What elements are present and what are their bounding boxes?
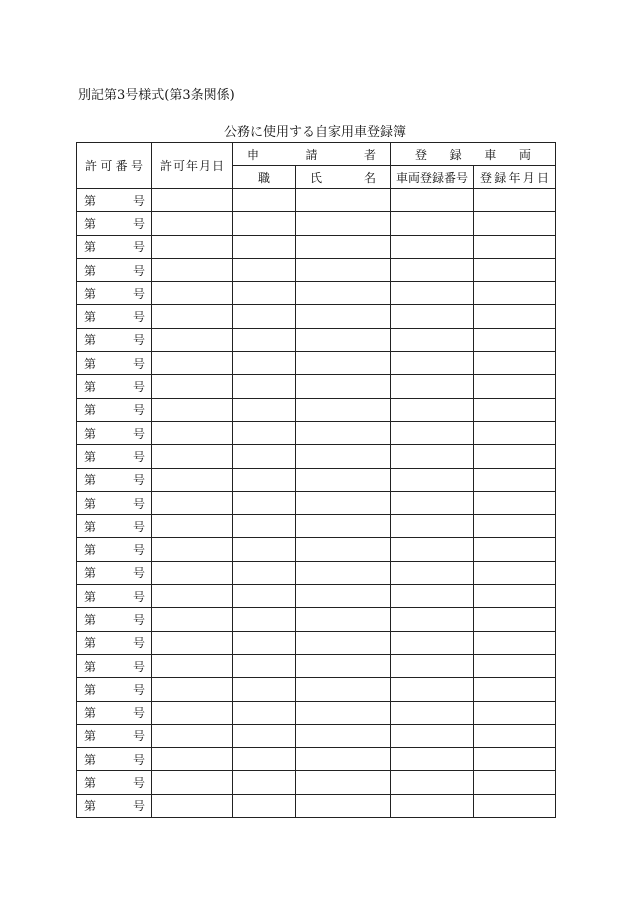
permit-date-cell[interactable] xyxy=(152,445,233,468)
permit-date-cell[interactable] xyxy=(152,515,233,538)
position-cell[interactable] xyxy=(233,421,296,444)
position-cell[interactable] xyxy=(233,654,296,677)
row-suffix: 号 xyxy=(132,729,145,744)
registration-number-cell[interactable] xyxy=(391,561,474,584)
table-row xyxy=(77,608,556,631)
name-cell[interactable] xyxy=(296,468,391,491)
permit-date-cell[interactable] xyxy=(152,189,233,212)
position-cell[interactable] xyxy=(233,771,296,794)
registration-date-cell[interactable] xyxy=(474,468,556,491)
registration-number-cell[interactable] xyxy=(391,375,474,398)
table-row xyxy=(77,445,556,468)
position-cell[interactable] xyxy=(233,724,296,747)
table-row xyxy=(77,678,556,701)
row-suffix: 号 xyxy=(132,449,145,464)
row-prefix: 第 xyxy=(84,473,97,488)
registration-date-cell[interactable] xyxy=(474,585,556,608)
registration-number-cell[interactable] xyxy=(391,328,474,351)
position-cell[interactable] xyxy=(233,585,296,608)
position-cell[interactable] xyxy=(233,678,296,701)
header-position: 職 xyxy=(233,166,296,189)
row-prefix: 第 xyxy=(84,496,97,511)
header-registered-vehicle: 登 録 車 両 xyxy=(391,143,556,166)
row-prefix: 第 xyxy=(84,263,97,278)
position-cell[interactable] xyxy=(233,748,296,771)
row-prefix: 第 xyxy=(84,682,97,697)
registration-number-cell[interactable] xyxy=(391,421,474,444)
position-cell[interactable] xyxy=(233,538,296,561)
registration-date-cell[interactable] xyxy=(474,421,556,444)
document-title: 公務に使用する自家用車登録簿 xyxy=(223,125,406,140)
permit-date-cell[interactable] xyxy=(152,258,233,281)
name-cell[interactable] xyxy=(296,352,391,375)
position-cell[interactable] xyxy=(233,631,296,654)
row-prefix: 第 xyxy=(84,636,97,651)
ledger-body xyxy=(77,189,556,818)
registration-date-cell[interactable] xyxy=(474,724,556,747)
row-prefix: 第 xyxy=(84,356,97,371)
row-prefix: 第 xyxy=(84,519,97,534)
table-row xyxy=(77,491,556,514)
permit-number-cell[interactable] xyxy=(77,608,152,631)
row-suffix: 号 xyxy=(132,310,145,325)
name-cell[interactable] xyxy=(296,515,391,538)
name-cell[interactable] xyxy=(296,678,391,701)
permit-date-cell[interactable] xyxy=(152,748,233,771)
registration-date-cell[interactable] xyxy=(474,771,556,794)
permit-number-cell[interactable] xyxy=(77,631,152,654)
row-suffix: 号 xyxy=(132,216,145,231)
name-cell[interactable] xyxy=(296,398,391,421)
registration-number-cell[interactable] xyxy=(391,631,474,654)
row-prefix: 第 xyxy=(84,310,97,325)
permit-date-cell[interactable] xyxy=(152,235,233,258)
name-cell[interactable] xyxy=(296,189,391,212)
position-cell[interactable] xyxy=(233,445,296,468)
registration-number-cell[interactable] xyxy=(391,235,474,258)
name-cell[interactable] xyxy=(296,445,391,468)
permit-date-cell[interactable] xyxy=(152,352,233,375)
permit-number-cell[interactable] xyxy=(77,678,152,701)
name-cell[interactable] xyxy=(296,561,391,584)
registration-number-cell[interactable] xyxy=(391,189,474,212)
row-suffix: 号 xyxy=(132,193,145,208)
permit-number-cell[interactable] xyxy=(77,724,152,747)
row-suffix: 号 xyxy=(132,799,145,814)
name-cell[interactable] xyxy=(296,701,391,724)
row-suffix: 号 xyxy=(132,776,145,791)
registration-date-cell[interactable] xyxy=(474,631,556,654)
registration-date-cell[interactable] xyxy=(474,282,556,305)
registration-date-cell[interactable] xyxy=(474,398,556,421)
registration-date-cell[interactable] xyxy=(474,212,556,235)
position-cell[interactable] xyxy=(233,701,296,724)
permit-number-cell[interactable] xyxy=(77,561,152,584)
row-prefix: 第 xyxy=(84,333,97,348)
position-cell[interactable] xyxy=(233,608,296,631)
table-row xyxy=(77,282,556,305)
row-prefix: 第 xyxy=(84,426,97,441)
registration-number-cell[interactable] xyxy=(391,468,474,491)
permit-date-cell[interactable] xyxy=(152,678,233,701)
registration-date-cell[interactable] xyxy=(474,352,556,375)
table-row xyxy=(77,468,556,491)
name-cell[interactable] xyxy=(296,794,391,817)
registration-date-cell[interactable] xyxy=(474,491,556,514)
registration-number-cell[interactable] xyxy=(391,654,474,677)
header-registration-date: 登 録 年 月 日 xyxy=(474,166,556,189)
table-row xyxy=(77,538,556,561)
registration-date-cell[interactable] xyxy=(474,678,556,701)
table-row xyxy=(77,724,556,747)
permit-date-cell[interactable] xyxy=(152,212,233,235)
registration-ledger-table xyxy=(76,142,556,818)
row-prefix: 第 xyxy=(84,240,97,255)
permit-date-cell[interactable] xyxy=(152,468,233,491)
permit-date-cell[interactable] xyxy=(152,398,233,421)
registration-date-cell[interactable] xyxy=(474,794,556,817)
permit-number-cell[interactable] xyxy=(77,654,152,677)
registration-date-cell[interactable] xyxy=(474,258,556,281)
permit-date-cell[interactable] xyxy=(152,328,233,351)
permit-number-cell[interactable] xyxy=(77,258,152,281)
row-suffix: 号 xyxy=(132,333,145,348)
position-cell[interactable] xyxy=(233,398,296,421)
name-cell[interactable] xyxy=(296,375,391,398)
row-suffix: 号 xyxy=(132,682,145,697)
permit-number-cell[interactable] xyxy=(77,328,152,351)
header-applicant: 申 請 者 xyxy=(233,143,391,166)
name-cell[interactable] xyxy=(296,538,391,561)
position-cell[interactable] xyxy=(233,235,296,258)
name-cell[interactable] xyxy=(296,421,391,444)
registration-date-cell[interactable] xyxy=(474,328,556,351)
row-suffix: 号 xyxy=(132,752,145,767)
name-cell[interactable] xyxy=(296,235,391,258)
name-cell[interactable] xyxy=(296,585,391,608)
registration-number-cell[interactable] xyxy=(391,398,474,421)
table-row xyxy=(77,421,556,444)
permit-date-cell[interactable] xyxy=(152,794,233,817)
registration-date-cell[interactable] xyxy=(474,515,556,538)
row-suffix: 号 xyxy=(132,636,145,651)
registration-number-cell[interactable] xyxy=(391,608,474,631)
permit-number-cell[interactable] xyxy=(77,212,152,235)
name-cell[interactable] xyxy=(296,631,391,654)
permit-date-cell[interactable] xyxy=(152,771,233,794)
row-suffix: 号 xyxy=(132,589,145,604)
table-row xyxy=(77,305,556,328)
permit-date-cell[interactable] xyxy=(152,701,233,724)
position-cell[interactable] xyxy=(233,189,296,212)
table-row xyxy=(77,654,556,677)
name-cell[interactable] xyxy=(296,491,391,514)
permit-date-cell[interactable] xyxy=(152,561,233,584)
form-note: 別記第3号様式(第3条関係) xyxy=(78,88,235,103)
header-registration-number: 車両登録番号 xyxy=(391,166,474,189)
row-suffix: 号 xyxy=(132,566,145,581)
table-row xyxy=(77,375,556,398)
row-prefix: 第 xyxy=(84,403,97,418)
permit-number-cell[interactable] xyxy=(77,491,152,514)
row-suffix: 号 xyxy=(132,473,145,488)
row-prefix: 第 xyxy=(84,449,97,464)
permit-number-cell[interactable] xyxy=(77,305,152,328)
row-suffix: 号 xyxy=(132,403,145,418)
registration-number-cell[interactable] xyxy=(391,258,474,281)
row-prefix: 第 xyxy=(84,193,97,208)
row-suffix: 号 xyxy=(132,496,145,511)
row-suffix: 号 xyxy=(132,706,145,721)
registration-number-cell[interactable] xyxy=(391,771,474,794)
row-prefix: 第 xyxy=(84,729,97,744)
position-cell[interactable] xyxy=(233,258,296,281)
registration-number-cell[interactable] xyxy=(391,748,474,771)
row-suffix: 号 xyxy=(132,263,145,278)
table-row xyxy=(77,212,556,235)
row-suffix: 号 xyxy=(132,286,145,301)
name-cell[interactable] xyxy=(296,212,391,235)
row-suffix: 号 xyxy=(132,519,145,534)
row-prefix: 第 xyxy=(84,380,97,395)
registration-number-cell[interactable] xyxy=(391,794,474,817)
registration-number-cell[interactable] xyxy=(391,585,474,608)
permit-number-cell[interactable] xyxy=(77,701,152,724)
permit-date-cell[interactable] xyxy=(152,375,233,398)
row-suffix: 号 xyxy=(132,659,145,674)
permit-number-cell[interactable] xyxy=(77,189,152,212)
registration-date-cell[interactable] xyxy=(474,189,556,212)
row-prefix: 第 xyxy=(84,286,97,301)
row-prefix: 第 xyxy=(84,659,97,674)
permit-number-cell[interactable] xyxy=(77,282,152,305)
position-cell[interactable] xyxy=(233,515,296,538)
registration-date-cell[interactable] xyxy=(474,445,556,468)
row-prefix: 第 xyxy=(84,612,97,627)
permit-date-cell[interactable] xyxy=(152,654,233,677)
table-row xyxy=(77,258,556,281)
table-row xyxy=(77,561,556,584)
table-row xyxy=(77,352,556,375)
registration-date-cell[interactable] xyxy=(474,305,556,328)
position-cell[interactable] xyxy=(233,282,296,305)
position-cell[interactable] xyxy=(233,491,296,514)
registration-number-cell[interactable] xyxy=(391,724,474,747)
permit-number-cell[interactable] xyxy=(77,235,152,258)
name-cell[interactable] xyxy=(296,282,391,305)
row-suffix: 号 xyxy=(132,380,145,395)
registration-date-cell[interactable] xyxy=(474,538,556,561)
table-row xyxy=(77,515,556,538)
permit-number-cell[interactable] xyxy=(77,515,152,538)
name-cell[interactable] xyxy=(296,771,391,794)
table-row xyxy=(77,794,556,817)
permit-date-cell[interactable] xyxy=(152,421,233,444)
permit-number-cell[interactable] xyxy=(77,375,152,398)
permit-number-cell[interactable] xyxy=(77,445,152,468)
permit-number-cell[interactable] xyxy=(77,421,152,444)
row-prefix: 第 xyxy=(84,566,97,581)
position-cell[interactable] xyxy=(233,468,296,491)
position-cell[interactable] xyxy=(233,561,296,584)
name-cell[interactable] xyxy=(296,258,391,281)
header-permit-date: 許 可 年 月 日 xyxy=(152,143,233,189)
registration-number-cell[interactable] xyxy=(391,678,474,701)
registration-date-cell[interactable] xyxy=(474,235,556,258)
registration-date-cell[interactable] xyxy=(474,701,556,724)
table-row xyxy=(77,189,556,212)
permit-date-cell[interactable] xyxy=(152,491,233,514)
permit-date-cell[interactable] xyxy=(152,585,233,608)
permit-number-cell[interactable] xyxy=(77,352,152,375)
name-cell[interactable] xyxy=(296,328,391,351)
registration-date-cell[interactable] xyxy=(474,561,556,584)
permit-number-cell[interactable] xyxy=(77,585,152,608)
permit-number-cell[interactable] xyxy=(77,538,152,561)
row-suffix: 号 xyxy=(132,426,145,441)
permit-date-cell[interactable] xyxy=(152,282,233,305)
permit-number-cell[interactable] xyxy=(77,468,152,491)
row-prefix: 第 xyxy=(84,706,97,721)
row-suffix: 号 xyxy=(132,356,145,371)
position-cell[interactable] xyxy=(233,794,296,817)
row-suffix: 号 xyxy=(132,612,145,627)
row-suffix: 号 xyxy=(132,543,145,558)
table-row xyxy=(77,585,556,608)
registration-number-cell[interactable] xyxy=(391,491,474,514)
table-row xyxy=(77,398,556,421)
table-row xyxy=(77,748,556,771)
position-cell[interactable] xyxy=(233,375,296,398)
position-cell[interactable] xyxy=(233,212,296,235)
permit-number-cell[interactable] xyxy=(77,771,152,794)
registration-number-cell[interactable] xyxy=(391,305,474,328)
row-prefix: 第 xyxy=(84,543,97,558)
name-cell[interactable] xyxy=(296,608,391,631)
registration-date-cell[interactable] xyxy=(474,375,556,398)
permit-date-cell[interactable] xyxy=(152,608,233,631)
name-cell[interactable] xyxy=(296,654,391,677)
name-cell[interactable] xyxy=(296,305,391,328)
position-cell[interactable] xyxy=(233,328,296,351)
registration-number-cell[interactable] xyxy=(391,212,474,235)
permit-number-cell[interactable] xyxy=(77,748,152,771)
permit-number-cell[interactable] xyxy=(77,398,152,421)
registration-number-cell[interactable] xyxy=(391,352,474,375)
table-row xyxy=(77,235,556,258)
registration-date-cell[interactable] xyxy=(474,654,556,677)
table-row xyxy=(77,631,556,654)
row-prefix: 第 xyxy=(84,776,97,791)
name-cell[interactable] xyxy=(296,724,391,747)
row-suffix: 号 xyxy=(132,240,145,255)
permit-date-cell[interactable] xyxy=(152,631,233,654)
row-prefix: 第 xyxy=(84,752,97,767)
registration-date-cell[interactable] xyxy=(474,748,556,771)
name-cell[interactable] xyxy=(296,748,391,771)
registration-number-cell[interactable] xyxy=(391,701,474,724)
permit-date-cell[interactable] xyxy=(152,538,233,561)
registration-number-cell[interactable] xyxy=(391,538,474,561)
position-cell[interactable] xyxy=(233,305,296,328)
position-cell[interactable] xyxy=(233,352,296,375)
registration-number-cell[interactable] xyxy=(391,445,474,468)
registration-number-cell[interactable] xyxy=(391,282,474,305)
table-row xyxy=(77,771,556,794)
row-prefix: 第 xyxy=(84,589,97,604)
registration-number-cell[interactable] xyxy=(391,515,474,538)
header-name: 氏 名 xyxy=(296,166,391,189)
permit-date-cell[interactable] xyxy=(152,724,233,747)
row-prefix: 第 xyxy=(84,216,97,231)
table-row xyxy=(77,328,556,351)
row-prefix: 第 xyxy=(84,799,97,814)
table-row xyxy=(77,701,556,724)
registration-date-cell[interactable] xyxy=(474,608,556,631)
permit-number-cell[interactable] xyxy=(77,794,152,817)
permit-date-cell[interactable] xyxy=(152,305,233,328)
header-permit-number: 許 可 番 号 xyxy=(77,143,152,189)
